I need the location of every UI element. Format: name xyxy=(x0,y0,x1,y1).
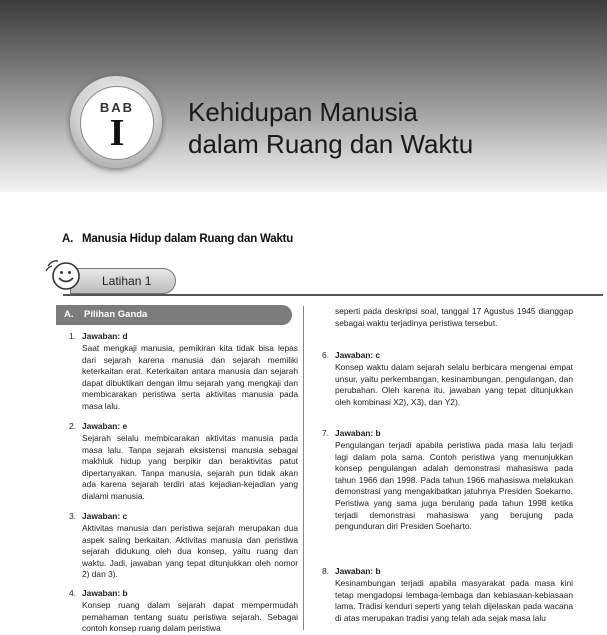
item-answer: Jawaban: b xyxy=(335,428,381,438)
item-explanation: Sejarah selalu membicarakan aktivitas manusia pada masa lalu. Tanpa sejarah eksistensi manusia sebagai makhluk hidup yang berpikir dan beraktivitas patut dipertanyakan. Tanpa manusia, sejarah pun tidak akan ada karena sejarah terdiri atas kejadian-kejadian yang dialami manusia. xyxy=(82,433,298,501)
item-number: 3. xyxy=(69,511,76,521)
subsection-label: A. xyxy=(64,309,74,320)
section-title: Manusia Hidup dalam Ruang dan Waktu xyxy=(82,233,294,245)
smiley-icon xyxy=(44,258,84,292)
subsection-title: Pilihan Ganda xyxy=(84,309,148,320)
item-answer: Jawaban: b xyxy=(335,566,381,576)
section-label: A. xyxy=(62,233,74,245)
item-answer: Jawaban: d xyxy=(82,331,128,341)
chapter-title xyxy=(188,96,588,160)
exercise-title: Latihan 1 xyxy=(102,274,152,288)
item-answer: Jawaban: c xyxy=(82,511,128,521)
item-explanation: Pengulangan terjadi apabila peristiwa pada masa lalu terjadi lagi dalam pola sama. Contoh peristiwa yang menunjukkan konsep pengulangan adalah demonstrasi mahasiswa pada tahun 1966 dan 1998. Pada tahun 1966 mahasiswa melakukan demonstrasi yang mengakibatkan jatuhnya Presiden Soekarno. Peristiwa yang sama juga berulang pada tahun 1998 ketika terjadi demonstrasi mahasiswa yang berujung pada pengunduran diri Presiden Soeharto. xyxy=(335,440,573,532)
chapter-title-line1: Kehidupan Manusia xyxy=(188,97,418,127)
section-heading xyxy=(62,233,293,245)
bab-label: BAB xyxy=(99,100,135,115)
subsection-header xyxy=(56,305,292,325)
item-explanation: Kesinambungan terjadi apabila masyarakat pada masa kini tetap mengadopsi lembaga-lembaga dan kebiasaan-kebiasaan lama. Tradisi kenduri seperti yang telah dijelaskan pada wacana di atas merupakan tradisi yang telah ada sejak masa lalu xyxy=(335,578,573,623)
item-answer: Jawaban: e xyxy=(82,421,128,431)
column-divider xyxy=(303,306,304,630)
item-explanation: Konsep ruang dalam sejarah dapat mempermudah pemahaman tentang suatu peristiwa sejarah. Sebagai contoh konsep ruang dalam peristiwa xyxy=(82,600,298,634)
item-number: 4. xyxy=(69,588,76,598)
item-number: 7. xyxy=(322,428,329,438)
item-answer: Jawaban: c xyxy=(335,350,381,360)
item-explanation: Konsep waktu dalam sejarah selalu berbicara mengenai empat unsur, yaitu perkembangan, kesinambungan, pengulangan, dan perubahan. Oleh karena itu, jawaban yang tepat ditunjukkan oleh kombinasi X2), X3), dan Y2). xyxy=(335,362,573,407)
chapter-badge xyxy=(70,76,162,168)
section-divider xyxy=(63,294,603,296)
item-number: 1. xyxy=(69,331,76,341)
item-explanation: Aktivitas manusia dan peristiwa sejarah merupakan dua aspek saling berkaitan. Aktivitas manusia dan peristiwa sejarah didukung oleh dua konsep, yaitu ruang dan waktu. Jadi, jawaban yang tepat ditunjukkan oleh nomor 2) dan 3). xyxy=(82,523,298,580)
item-number: 6. xyxy=(322,350,329,360)
bab-number: I xyxy=(109,112,125,154)
item-explanation: Saat mengkaji manusia, pemikiran kita tidak bisa lepas dari sejarah karena manusia dan sejarah memiliki keterkaitan erat. Keterkaitan antara manusia dan sejarah dapat dibuktikan dengan ilmu sejarah yang mengkaji dan membicarakan peristiwa serta aktivitas manusia pada masa lalu. xyxy=(82,343,298,411)
item-number: 2. xyxy=(69,421,76,431)
chapter-title-line2: dalam Ruang dan Waktu xyxy=(188,129,474,159)
item-number: 8. xyxy=(322,566,329,576)
continued-text: seperti pada deskripsi soal, tanggal 17 Agustus 1945 dianggap sebagai waktu terjadinya peristiwa tersebut. xyxy=(335,306,573,328)
chapter-badge-inner xyxy=(80,86,154,160)
item-answer: Jawaban: b xyxy=(82,588,128,598)
